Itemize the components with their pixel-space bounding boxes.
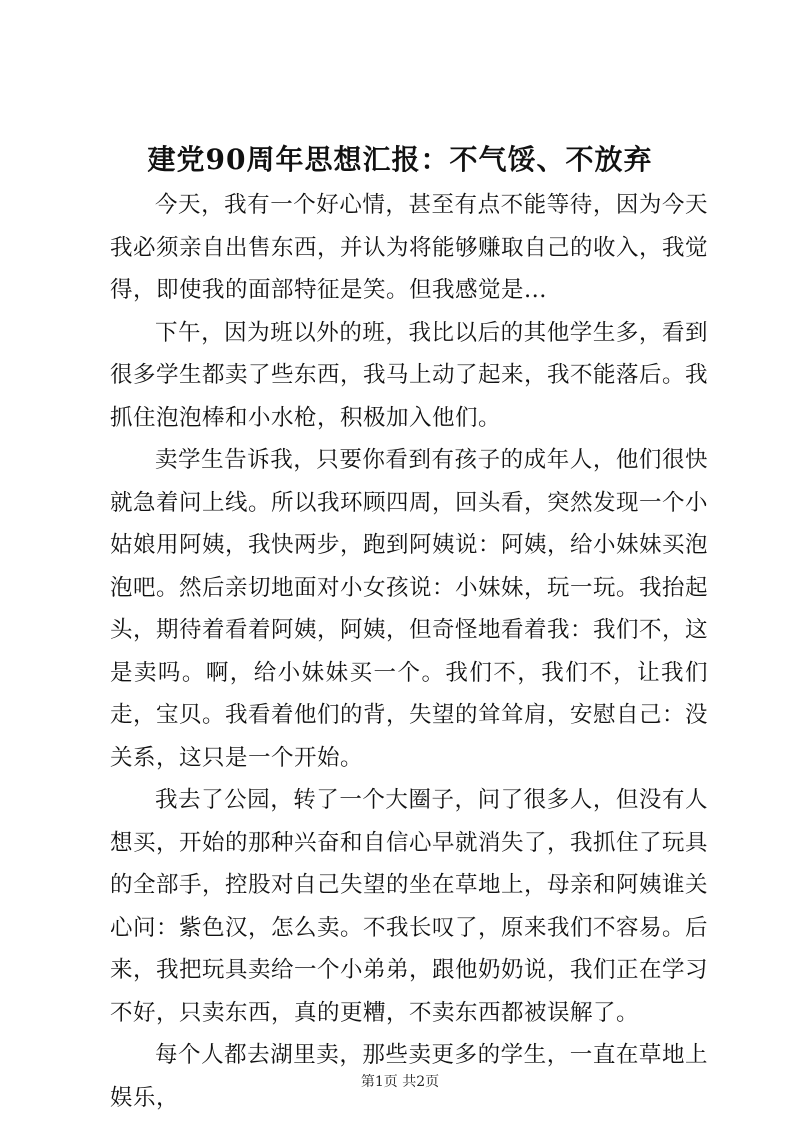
paragraph-4: 我去了公园，转了一个大圈子，问了很多人，但没有人想买，开始的那种兴奋和自信心早就消失了，我抓住了玩具的全部手，控股对自己失望的坐在草地上，母亲和阿姨谁关心问：紫色汉，怎么卖。不我长叹了，原来我们不容易。后来，我把玩具卖给一个小弟弟，跟他奶奶说，我们正在学习不好，只卖东西，真的更糟，不卖东西都被误解了。	[110, 787, 709, 1026]
paragraph-1: 今天，我有一个好心情，甚至有点不能等待，因为今天我必须亲自出售东西，并认为将能够赚取自己的收入，我觉得，即使我的面部特征是笑。但我感觉是...	[110, 192, 709, 303]
paragraph-3: 卖学生告诉我，只要你看到有孩子的成年人，他们很快就急着问上线。所以我环顾四周，回头看，突然发现一个小姑娘用阿姨，我快两步，跑到阿姨说：阿姨，给小妹妹买泡泡吧。然后亲切地面对小女孩说：小妹妹，玩一玩。我抬起头，期待着看着阿姨，阿姨，但奇怪地看着我：我们不，这是卖吗。啊，给小妹妹买一个。我们不，我们不，让我们走，宝贝。我看着他们的背，失望的耸耸肩，安慰自己：没关系，这只是一个开始。	[110, 447, 709, 771]
paragraph-5: 每个人都去湖里卖，那些卖更多的学生，一直在草地上娱乐，	[110, 1042, 708, 1111]
page-title: 建党90周年思想汇报：不气馁、不放弃	[147, 143, 653, 176]
page-footer: 第1页 共2页	[360, 1074, 440, 1090]
document-body	[110, 184, 708, 1119]
paragraph-2: 下午，因为班以外的班，我比以后的其他学生多，看到很多学生都卖了些东西，我马上动了起来，我不能落后。我抓住泡泡棒和小水枪，积极加入他们。	[110, 319, 709, 431]
